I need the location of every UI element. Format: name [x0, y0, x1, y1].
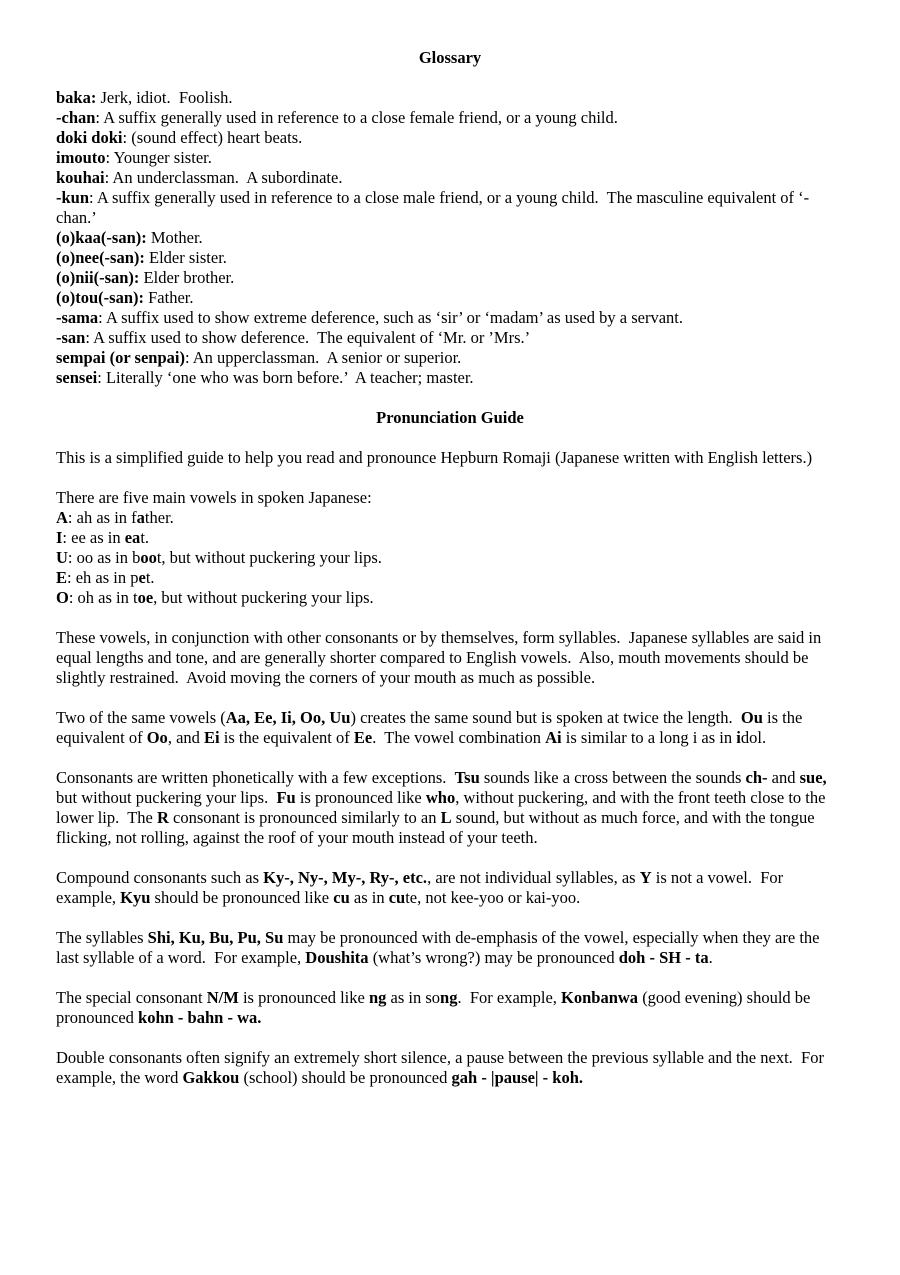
bold-text-run: imouto: [56, 148, 106, 167]
text-run: as in so: [386, 988, 441, 1007]
paragraph: [56, 628, 844, 688]
text-run: : An underclassman. A subordinate.: [104, 168, 343, 187]
bold-text-run: sue,: [799, 768, 827, 787]
text-run: Double consonants often signify an extremely short silence, a pause between the previous syllable and the next. For example, the word: [56, 1048, 829, 1087]
text-run: ) creates the same sound but is spoken at twice the length.: [350, 708, 741, 727]
vowel-line: [56, 568, 844, 588]
text-run: should be pronounced like: [150, 888, 334, 907]
vowel-line: [56, 528, 844, 548]
vowel-line: [56, 508, 844, 528]
bold-text-run: Ee: [353, 728, 373, 747]
bold-text-run: ng: [368, 988, 387, 1007]
bold-text-run: N/M: [206, 988, 239, 1007]
paragraph: [56, 708, 844, 748]
text-run: consonant is pronounced similarly to an: [168, 808, 441, 827]
text-run: : oh as in t: [68, 588, 138, 607]
bold-text-run: sensei: [56, 368, 98, 387]
text-run: is not a vowel. For example,: [56, 868, 788, 907]
bold-text-run: Oo: [146, 728, 168, 747]
bold-text-run: O: [56, 588, 69, 607]
bold-text-run: -san: [56, 328, 86, 347]
text-run: Two of the same vowels (: [56, 708, 226, 727]
bold-text-run: Y: [639, 868, 652, 887]
bold-text-run: Ky-, Ny-, My-, Ry-, etc.: [263, 868, 428, 887]
bold-text-run: U: [56, 548, 68, 567]
text-run: , and: [167, 728, 205, 747]
bold-text-run: kouhai: [56, 168, 105, 187]
text-run: t.: [145, 568, 155, 587]
text-run: : ee as in: [62, 528, 125, 547]
bold-text-run: L: [440, 808, 452, 827]
bold-text-run: Ou: [740, 708, 763, 727]
bold-text-run: gah - |pause| - koh.: [451, 1068, 584, 1087]
bold-text-run: oe: [137, 588, 154, 607]
glossary-entry: [56, 168, 844, 188]
bold-text-run: (o)nee(-san):: [56, 248, 145, 267]
bold-text-run: R: [156, 808, 169, 827]
pronunciation-title: [56, 408, 844, 428]
glossary-entry: [56, 328, 844, 348]
bold-text-run: Glossary: [418, 48, 482, 67]
bold-text-run: -kun: [56, 188, 90, 207]
text-run: (good evening) should be pronounced: [56, 988, 815, 1027]
text-run: Jerk, idiot. Foolish.: [96, 88, 233, 107]
vowel-line: [56, 588, 844, 608]
text-run: The syllables: [56, 928, 148, 947]
bold-text-run: Kyu: [120, 888, 151, 907]
bold-text-run: Aa, Ee, Ii, Oo, Uu: [225, 708, 351, 727]
bold-text-run: oo: [140, 548, 157, 567]
text-run: is similar to a long i as in: [561, 728, 737, 747]
text-run: : A suffix used to show extreme deference, such as ‘sir’ or ‘madam’ as used by a servant.: [98, 308, 683, 327]
bold-text-run: Fu: [276, 788, 296, 807]
bold-text-run: kohn - bahn - wa.: [138, 1008, 262, 1027]
bold-text-run: -sama: [56, 308, 99, 327]
text-run: : A suffix generally used in reference to a close male friend, or a young child. The masculine equivalent of ‘-chan.’: [56, 188, 810, 227]
bold-text-run: Shi, Ku, Bu, Pu, Su: [147, 928, 284, 947]
bold-text-run: Doushita: [305, 948, 369, 967]
text-run: : oo as in b: [67, 548, 141, 567]
text-run: : (sound effect) heart beats.: [122, 128, 303, 147]
text-run: , but without puckering your lips.: [153, 588, 374, 607]
bold-text-run: (o)kaa(-san):: [56, 228, 147, 247]
text-run: The special consonant: [56, 988, 207, 1007]
glossary-title: [56, 48, 844, 68]
text-run: Elder sister.: [144, 248, 227, 267]
vowel-line: [56, 548, 844, 568]
text-run: Elder brother.: [139, 268, 235, 287]
text-run: is the equivalent of: [219, 728, 354, 747]
bold-text-run: I: [56, 528, 63, 547]
text-run: (what’s wrong?) may be pronounced: [368, 948, 619, 967]
glossary-entry: [56, 248, 844, 268]
bold-text-run: (o)tou(-san):: [56, 288, 144, 307]
document-content: [56, 48, 844, 1088]
glossary-entry: [56, 368, 844, 388]
text-run: : A suffix generally used in reference to a close female friend, or a young child.: [95, 108, 618, 127]
bold-text-run: ea: [124, 528, 141, 547]
text-run: : Literally ‘one who was born before.’ A teacher; master.: [97, 368, 474, 387]
glossary-entry: [56, 308, 844, 328]
bold-text-run: cu: [388, 888, 406, 907]
bold-text-run: E: [56, 568, 68, 587]
glossary-entry: [56, 228, 844, 248]
bold-text-run: ng: [440, 988, 458, 1007]
bold-text-run: e: [138, 568, 146, 587]
text-run: ther.: [144, 508, 174, 527]
text-run: : eh as in p: [67, 568, 139, 587]
glossary-entry: [56, 188, 844, 228]
bold-text-run: cu: [333, 888, 350, 907]
paragraph: [56, 868, 844, 908]
paragraph: [56, 1048, 844, 1088]
text-run: t.: [140, 528, 150, 547]
bold-text-run: sempai (or senpai): [56, 348, 185, 367]
text-run: : A suffix used to show deference. The equivalent of ‘Mr. or ’Mrs.’: [85, 328, 531, 347]
bold-text-run: baka:: [56, 88, 97, 107]
intro-paragraph: [56, 448, 844, 468]
glossary-entry: [56, 128, 844, 148]
paragraph: [56, 928, 844, 968]
bold-text-run: Pronunciation Guide: [376, 408, 524, 427]
glossary-entry: [56, 88, 844, 108]
text-run: te, not kee-yoo or kai-yoo.: [405, 888, 581, 907]
glossary-entry: [56, 288, 844, 308]
bold-text-run: -chan: [56, 108, 96, 127]
text-run: Father.: [144, 288, 194, 307]
bold-text-run: Tsu: [454, 768, 480, 787]
paragraph: [56, 988, 844, 1028]
text-run: sounds like a cross between the sounds: [479, 768, 746, 787]
bold-text-run: doh - SH - ta: [618, 948, 709, 967]
glossary-entry: [56, 148, 844, 168]
text-run: There are five main vowels in spoken Japanese:: [56, 488, 372, 507]
paragraph: [56, 768, 844, 848]
bold-text-run: A: [56, 508, 68, 527]
bold-text-run: who: [425, 788, 456, 807]
bold-text-run: Ai: [545, 728, 562, 747]
text-run: sound, but without as much force, and with the tongue flicking, not rolling, against the roof of your mouth instead of your teeth.: [56, 808, 819, 847]
text-run: : An upperclassman. A senior or superior.: [184, 348, 462, 367]
text-run: : ah as in f: [67, 508, 137, 527]
text-run: is pronounced like: [238, 988, 369, 1007]
text-run: (school) should be pronounced: [239, 1068, 452, 1087]
text-run: , without puckering, and with the front teeth close to the lower lip. The: [56, 788, 830, 827]
text-run: but without puckering your lips.: [56, 768, 831, 807]
text-run: .: [708, 948, 713, 967]
text-run: is the equivalent of: [56, 708, 807, 747]
bold-text-run: ch-: [745, 768, 768, 787]
vowels-intro-line: [56, 488, 844, 508]
text-run: This is a simplified guide to help you read and pronounce Hepburn Romaji (Japanese written with English letters.): [56, 448, 813, 467]
text-run: These vowels, in conjunction with other consonants or by themselves, form syllables. Japanese syllables are said in equal lengths and tone, and are generally shorter compared to English vowels. Also, mouth movements should be slightly restrained. Avoid moving the corners of your mouth as much as possible.: [56, 628, 826, 687]
text-run: dol.: [740, 728, 767, 747]
bold-text-run: Gakkou: [182, 1068, 240, 1087]
bold-text-run: i: [736, 728, 741, 747]
text-run: may be pronounced with de-emphasis of the vowel, especially when they are the last syllable of a word. For example,: [56, 928, 824, 967]
text-run: , are not individual syllables, as: [427, 868, 640, 887]
bold-text-run: Konbanwa: [561, 988, 639, 1007]
text-run: t, but without puckering your lips.: [156, 548, 382, 567]
bold-text-run: a: [136, 508, 145, 527]
glossary-entry: [56, 268, 844, 288]
text-run: and: [767, 768, 800, 787]
bold-text-run: doki doki: [56, 128, 123, 147]
text-run: Consonants are written phonetically with a few exceptions.: [56, 768, 455, 787]
text-run: as in: [349, 888, 389, 907]
text-run: . The vowel combination: [372, 728, 546, 747]
text-run: . For example,: [457, 988, 562, 1007]
glossary-entry: [56, 348, 844, 368]
text-run: is pronounced like: [295, 788, 426, 807]
text-run: Mother.: [146, 228, 203, 247]
bold-text-run: Ei: [204, 728, 220, 747]
glossary-entry: [56, 108, 844, 128]
text-run: : Younger sister.: [105, 148, 212, 167]
bold-text-run: (o)nii(-san):: [56, 268, 140, 287]
text-run: Compound consonants such as: [56, 868, 264, 887]
